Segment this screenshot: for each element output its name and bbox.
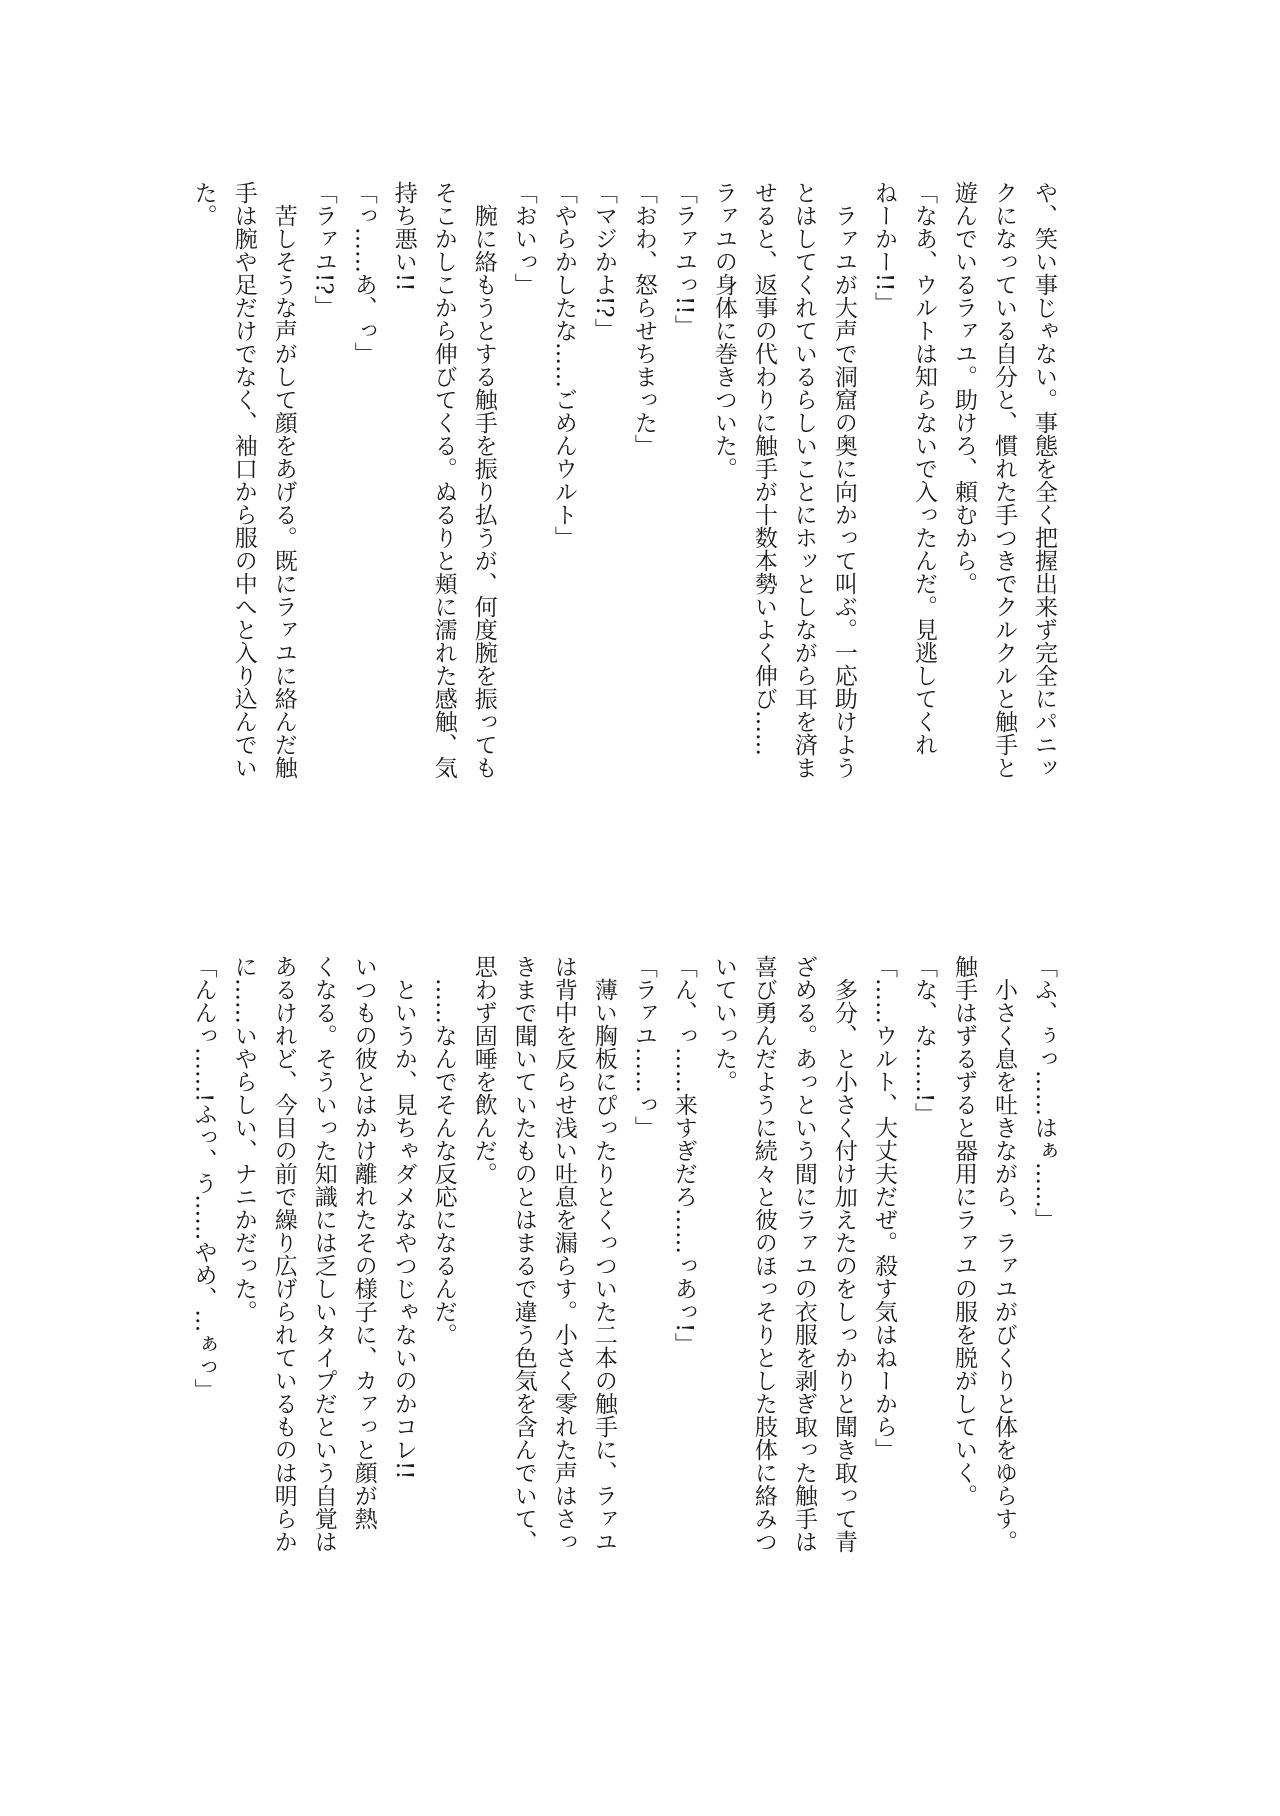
text-line: は背中を反らせ浅い吐息を漏らす。小さく零れた声はさっ — [550, 955, 577, 1553]
text-line: 持ち悪い!! — [390, 181, 417, 292]
text-line: ラァユの身体に巻きついた。 — [710, 181, 737, 480]
text-line: 思わず固唾を飲んだ。 — [470, 955, 497, 1185]
text-line: た。 — [190, 181, 217, 227]
text-line: 「おわ、怒らせちまった」 — [630, 181, 657, 457]
text-line: いつもの彼とはかけ離れたその様子に、カァっと顔が熱 — [350, 955, 377, 1530]
text-line: 触手はずるずると器用にラァユの服を脱がしていく。 — [950, 955, 977, 1507]
text-line: というか、見ちゃダメなやつじゃないのかコレ!! — [390, 955, 417, 1480]
text-line: 「っ……あ、っ」 — [350, 181, 377, 365]
text-line: 「ん、っ……来すぎだろ……っあっ!」 — [670, 955, 697, 1356]
text-line: に……いやらしい、ナニかだった。 — [230, 955, 257, 1323]
text-line: いていった。 — [710, 955, 737, 1093]
text-line: 「なあ、ウルトは知らないで入ったんだ。見逃してくれ — [910, 181, 937, 756]
text-line: あるけれど、今目の前で繰り広げられているものは明らか — [270, 955, 297, 1553]
text-block-bottom — [164, 955, 1064, 1615]
text-block-top — [164, 181, 1064, 823]
text-line: 「ふ、ぅっ……はぁ……」 — [1031, 955, 1057, 1231]
text-line: 「ラァユっ!!」 — [670, 181, 697, 338]
text-line: 「ラァユ!?」 — [310, 181, 337, 318]
text-line: 小さく息を吐きながら、ラァユがびくりと体をゆらす。 — [990, 955, 1017, 1553]
text-line: くなる。そういった知識には乏しいタイプだという自覚は — [310, 955, 337, 1553]
text-line: 苦しそうな声がして顔をあげる。既にラァユに絡んだ触 — [270, 181, 297, 779]
text-line: きまで聞いていたものとはまるで違う色気を含んでいて、 — [510, 955, 537, 1553]
text-line: や、笑い事じゃない。事態を全く把握出来ず完全にパニッ — [1031, 181, 1057, 779]
text-line: 「おいっ」 — [510, 181, 537, 296]
text-line: せると、返事の代わりに触手が十数本勢いよく伸び…… — [750, 181, 777, 756]
text-line: とはしてくれているらしいことにホッとしながら耳を済ま — [790, 181, 817, 779]
text-line: 多分、と小さく付け加えたのをしっかりと聞き取って青 — [830, 955, 857, 1553]
text-line: 「……ウルト、大丈夫だぜ。殺す気はねーから」 — [870, 955, 897, 1461]
text-line: ねーかー!!」 — [870, 181, 897, 315]
text-line: 「な、な……!」 — [910, 955, 937, 1126]
text-line: 薄い胸板にぴったりとくっついた二本の触手に、ラァユ — [590, 955, 617, 1553]
text-line: そこかしこから伸びてくる。ぬるりと頬に濡れた感触、気 — [430, 181, 457, 779]
text-line: 遊んでいるラァユ。助けろ、頼むから。 — [950, 181, 977, 595]
text-line: 「やらかしたな……ごめんウルト」 — [550, 181, 577, 549]
text-line: ラァユが大声で洞窟の奥に向かって叫ぶ。一応助けよう — [830, 181, 857, 779]
text-line: ……なんでそんな反応になるんだ。 — [430, 955, 457, 1346]
text-line: 「ラァユ……っ」 — [630, 955, 657, 1139]
text-line: 喜び勇んだように続々と彼のほっそりとした肢体に絡みつ — [750, 955, 777, 1553]
text-line: 腕に絡もうとする触手を振り払うが、何度腕を振っても — [470, 181, 497, 779]
text-line: クになっている自分と、慣れた手つきでクルクルと触手と — [990, 181, 1017, 779]
text-line: 「んんっ……!ふっ、う……やめ、…ぁっ」 — [190, 955, 217, 1402]
text-line: ざめる。あっという間にラァユの衣服を剥ぎ取った触手は — [790, 955, 817, 1553]
text-line: 手は腕や足だけでなく、袖口から服の中へと入り込んでい — [230, 181, 257, 779]
text-line: 「マジかよ!?」 — [590, 181, 617, 341]
